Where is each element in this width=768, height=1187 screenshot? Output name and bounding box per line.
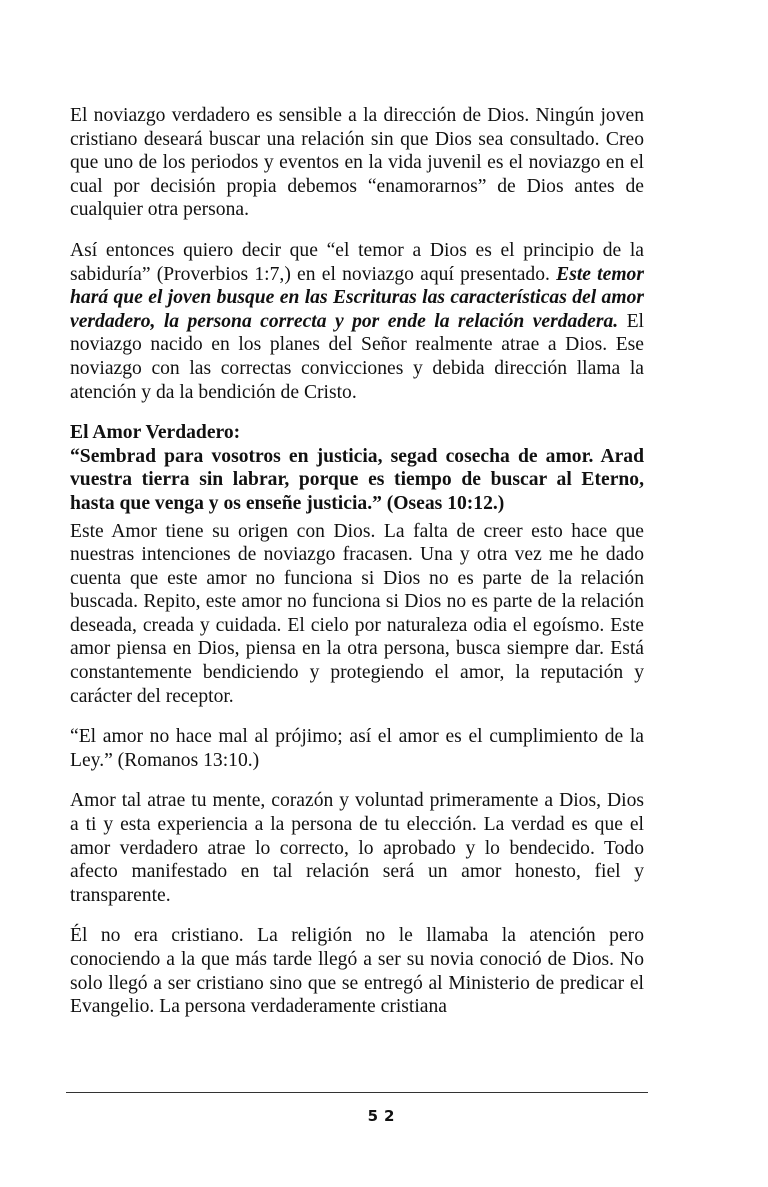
paragraph-el-no-era-cristiano: Él no era cristiano. La religión no le llamaba la atención pero conociendo a la que más tarde llegó a ser su novia conoció de Dios. No solo llegó a ser cristiano sino que se entregó al Ministerio de predicar el Evangelio. La persona verdaderamente cristiana [70, 925, 644, 1018]
paragraph-noviazgo-verdadero: El noviazgo verdadero es sensible a la dirección de Dios. Ningún joven cristiano deseará buscar una relación sin que Dios sea consultado. Creo que uno de los periodos y eventos en la vida juvenil es el noviazgo en el cual por decisión propia debemos “enamorarnos” de Dios antes de cualquier otra persona. [70, 105, 644, 221]
footer-divider [66, 1092, 648, 1093]
paragraph-temor-a-dios-emphasis: Este temor hará que el joven busque en las Escrituras las características del amor verdadero, la persona correcta y por ende la relación verdadera. [70, 263, 644, 332]
paragraph-origen-del-amor: Este Amor tiene su origen con Dios. La falta de creer esto hace que nuestras intenciones de noviazgo fracasen. Una y otra vez me he dado cuenta que este amor no funciona si Dios no es parte de la relación buscada. Repito, este amor no funciona si Dios no es parte de la relación deseada, creada y cuidada. El cielo por naturaleza odia el egoísmo. Este amor piensa en Dios, piensa en la otra persona, busca siempre dar. Está constantemente bendiciendo y protegiendo el amor, la reputación y carácter del receptor. [70, 520, 644, 707]
page-number: 52 [367, 1107, 401, 1125]
paragraph-temor-a-dios-end: El noviazgo nacido en los planes del Señor realmente atrae a Dios. Ese noviazgo con las correctas convicciones y debida dirección llama la atención y da la bendición de Cristo. [70, 310, 644, 403]
section-heading-amor-verdadero: El Amor Verdadero: [70, 422, 241, 444]
paragraph-amor-tal: Amor tal atrae tu mente, corazón y voluntad primeramente a Dios, Dios a ti y esta experiencia a la persona de tu elección. La verdad es que el amor verdadero atrae lo correcto, lo aprobado y lo bendecido. Todo afecto manifestado en tal relación será un amor honesto, fiel y transparente. [70, 790, 644, 906]
page-body [70, 104, 644, 1036]
verse-quote-oseas: “Sembrad para vosotros en justicia, segad cosecha de amor. Arad vuestra tierra sin labrar, porque es tiempo de buscar al Eterno, hasta que venga y os enseñe justicia.” (Oseas 10:12.) [70, 445, 644, 514]
paragraph-romanos-quote: “El amor no hace mal al prójimo; así el amor es el cumplimiento de la Ley.” (Romanos 13:10.) [70, 726, 644, 771]
paragraph-temor-a-dios-start: Así entonces quiero decir que “el temor a Dios es el principio de la sabiduría” (Proverbios 1:7,) en el noviazgo aquí presentado. [70, 239, 644, 285]
paragraph-temor-a-dios [70, 239, 644, 404]
